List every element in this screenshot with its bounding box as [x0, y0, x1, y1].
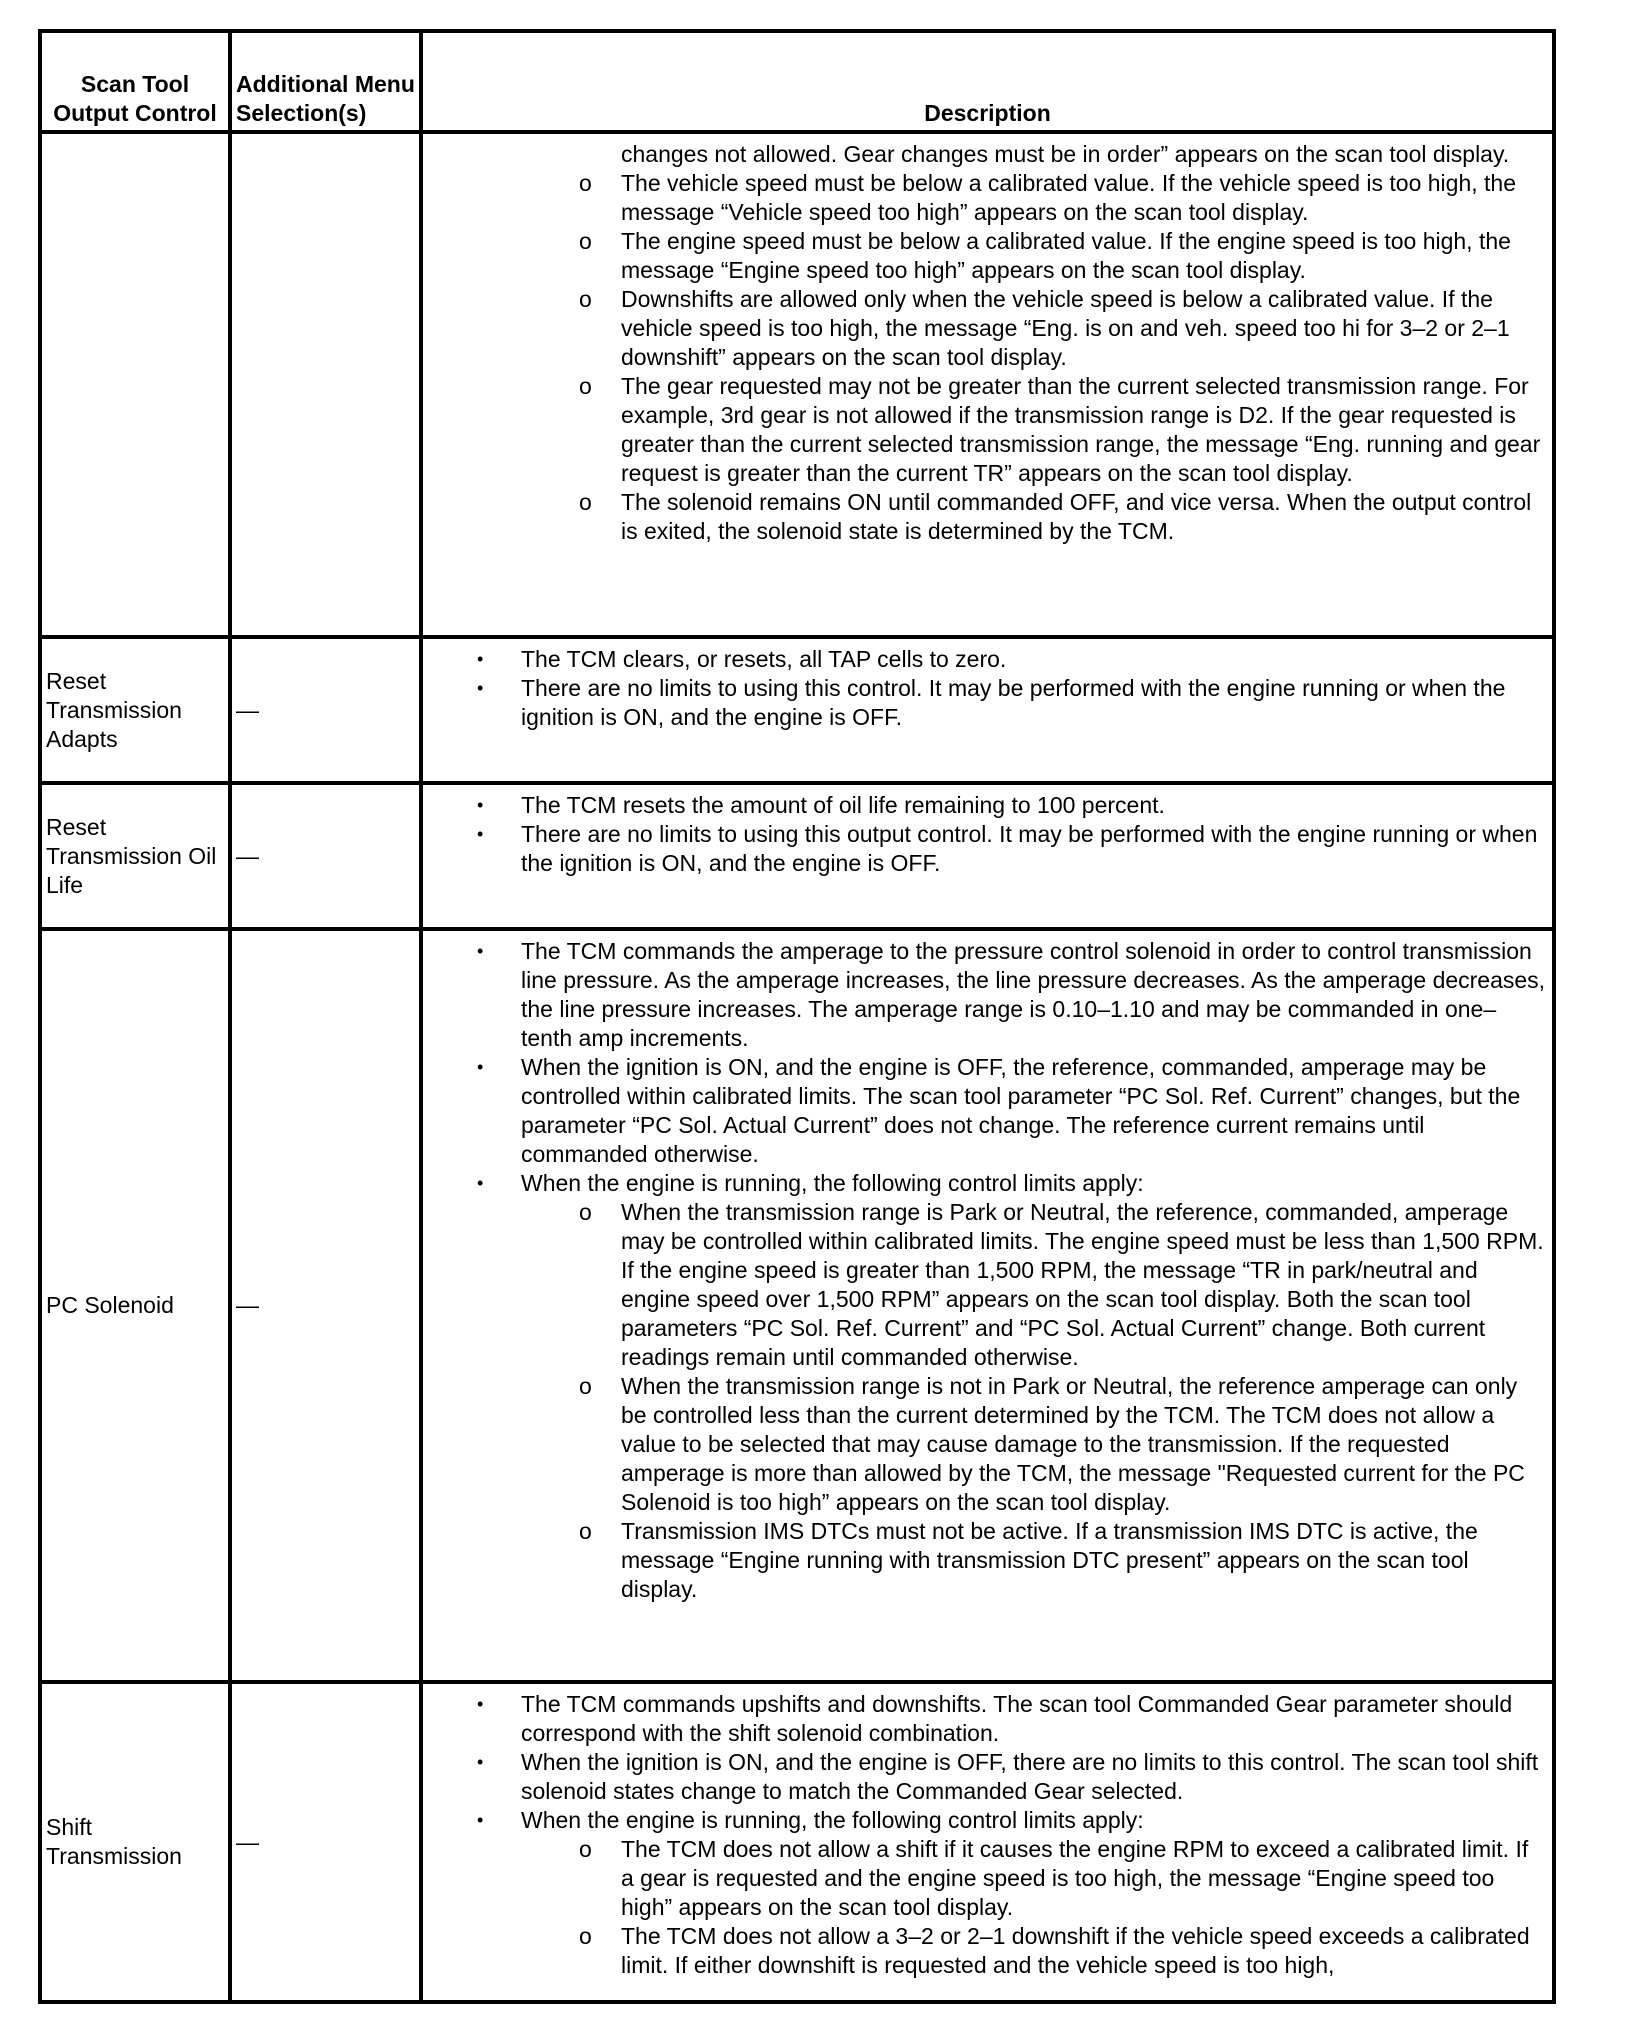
bullet-icon: •	[477, 1810, 484, 1830]
header-row	[40, 31, 1554, 132]
bullet-item	[423, 645, 1546, 674]
sub-bullet-item	[423, 1198, 1546, 1372]
table-row	[40, 132, 1554, 637]
item-text: There are no limits to using this control. It may be performed with the engine running or when the ignition is ON, and the engine is OFF.	[521, 675, 1506, 730]
item-text: Transmission IMS DTCs must not be active. If a transmission IMS DTC is active, the message “Engine running with transmission DTC present” appears on the scan tool display.	[621, 1518, 1478, 1602]
menu-cell: —	[230, 929, 421, 1682]
item-text: The TCM clears, or resets, all TAP cells to zero.	[521, 646, 1007, 672]
sub-bullet-icon: o	[579, 489, 592, 515]
sub-bullet-item	[423, 1517, 1546, 1604]
bullet-icon: •	[477, 1694, 484, 1714]
sub-bullet-item	[423, 169, 1546, 227]
item-text: When the ignition is ON, and the engine is OFF, the reference, commanded, amperage may be controlled within calibrated limits. The scan tool parameter “PC Sol. Ref. Current” changes, but the parameter “PC Sol. Actual Current” does not change. The reference current remains until commanded otherwise.	[521, 1054, 1521, 1167]
bullet-icon: •	[477, 1173, 484, 1193]
control-cell: Reset Transmission Oil Life	[40, 783, 230, 929]
item-text: The vehicle speed must be below a calibrated value. If the vehicle speed is too high, the message “Vehicle speed too high” appears on the scan tool display.	[621, 170, 1516, 225]
description-cell	[421, 132, 1554, 637]
continued-text	[423, 140, 1546, 169]
control-cell	[40, 132, 230, 637]
table-row	[40, 1682, 1554, 2002]
table-row	[40, 783, 1554, 929]
item-text: The TCM does not allow a shift if it causes the engine RPM to exceed a calibrated limit. If a gear is requested and the engine speed is too high, the message “Engine speed too high” appears on the scan tool display.	[621, 1836, 1529, 1920]
item-text: When the engine is running, the following control limits apply:	[521, 1170, 1144, 1196]
sub-bullet-icon: o	[579, 1373, 592, 1399]
sub-bullet-icon: o	[579, 170, 592, 196]
table-row	[40, 929, 1554, 1682]
table-body	[40, 132, 1554, 2002]
output-control-table	[38, 29, 1556, 2004]
item-text: The TCM resets the amount of oil life remaining to 100 percent.	[521, 792, 1165, 818]
item-text: The gear requested may not be greater than the current selected transmission range. For example, 3rd gear is not allowed if the transmission range is D2. If the gear requested is greater than the current selected transmission range, the message “Eng. running and gear request is greater than the current TR” appears on the scan tool display.	[621, 373, 1541, 486]
description-cell	[421, 783, 1554, 929]
bullet-icon: •	[477, 824, 484, 844]
sub-bullet-item	[423, 1372, 1546, 1517]
bullet-item	[423, 1169, 1546, 1198]
bullet-item	[423, 937, 1546, 1053]
item-text: changes not allowed. Gear changes must be in order” appears on the scan tool display.	[621, 141, 1510, 167]
menu-cell: —	[230, 1682, 421, 2002]
sub-bullet-icon: o	[579, 1923, 592, 1949]
sub-bullet-item	[423, 488, 1546, 546]
sub-bullet-icon: o	[579, 286, 592, 312]
table-row	[40, 637, 1554, 783]
description-cell	[421, 929, 1554, 1682]
bullet-icon: •	[477, 941, 484, 961]
bullet-item	[423, 1690, 1546, 1748]
bullet-icon: •	[477, 1752, 484, 1772]
bullet-item	[423, 1053, 1546, 1169]
item-text: The TCM commands upshifts and downshifts. The scan tool Commanded Gear parameter should correspond with the shift solenoid combination.	[521, 1691, 1513, 1746]
bullet-item	[423, 1806, 1546, 1835]
sub-bullet-item	[423, 372, 1546, 488]
control-cell: Shift Transmission	[40, 1682, 230, 2002]
control-cell: PC Solenoid	[40, 929, 230, 1682]
description-cell	[421, 637, 1554, 783]
menu-cell	[230, 132, 421, 637]
bullet-icon: •	[477, 1057, 484, 1077]
item-text: Downshifts are allowed only when the vehicle speed is below a calibrated value. If the vehicle speed is too high, the message “Eng. is on and veh. speed too hi for 3–2 or 2–1 downshift” appears on the scan tool display.	[621, 286, 1510, 370]
item-text: The engine speed must be below a calibrated value. If the engine speed is too high, the message “Engine speed too high” appears on the scan tool display.	[621, 228, 1511, 283]
bullet-icon: •	[477, 678, 484, 698]
description-cell	[421, 1682, 1554, 2002]
item-text: When the ignition is ON, and the engine is OFF, there are no limits to this control. The scan tool shift solenoid states change to match the Commanded Gear selected.	[521, 1749, 1539, 1804]
bullet-item	[423, 820, 1546, 878]
menu-cell: —	[230, 783, 421, 929]
bullet-icon: •	[477, 795, 484, 815]
sub-bullet-item	[423, 1922, 1546, 1980]
sub-bullet-item	[423, 285, 1546, 372]
item-text: The TCM does not allow a 3–2 or 2–1 downshift if the vehicle speed exceeds a calibrated limit. If either downshift is requested and the vehicle speed is too high,	[621, 1923, 1530, 1978]
bullet-item	[423, 791, 1546, 820]
sub-bullet-icon: o	[579, 1518, 592, 1544]
header-additional-menu-selections: Additional Menu Selection(s)	[230, 31, 421, 132]
sub-bullet-item	[423, 1835, 1546, 1922]
item-text: When the transmission range is not in Park or Neutral, the reference amperage can only be controlled less than the current determined by the TCM. The TCM does not allow a value to be selected that may cause damage to the transmission. If the requested amperage is more than allowed by the TCM, the message "Requested current for the PC Solenoid is too high” appears on the scan tool display.	[621, 1373, 1525, 1515]
sub-bullet-icon: o	[579, 373, 592, 399]
header-scan-tool-output-control: Scan Tool Output Control	[40, 31, 230, 132]
sub-bullet-item	[423, 227, 1546, 285]
control-cell: Reset Transmission Adapts	[40, 637, 230, 783]
item-text: There are no limits to using this output control. It may be performed with the engine running or when the ignition is ON, and the engine is OFF.	[521, 821, 1538, 876]
item-text: When the engine is running, the following control limits apply:	[521, 1807, 1144, 1833]
bullet-icon: •	[477, 649, 484, 669]
menu-cell: —	[230, 637, 421, 783]
sub-bullet-icon: o	[579, 1199, 592, 1225]
sub-bullet-icon: o	[579, 1836, 592, 1862]
item-text: The TCM commands the amperage to the pressure control solenoid in order to control transmission line pressure. As the amperage increases, the line pressure decreases. As the amperage decreases, the line pressure increases. The amperage range is 0.10–1.10 and may be commanded in one–tenth amp increments.	[521, 938, 1546, 1051]
bullet-item	[423, 1748, 1546, 1806]
header-description: Description	[421, 31, 1554, 132]
item-text: When the transmission range is Park or Neutral, the reference, commanded, amperage may be controlled within calibrated limits. The engine speed must be less than 1,500 RPM. If the engine speed is greater than 1,500 RPM, the message “TR in park/neutral and engine speed over 1,500 RPM” appears on the scan tool display. Both the scan tool parameters “PC Sol. Ref. Current” and “PC Sol. Actual Current” change. Both current readings remain until commanded otherwise.	[621, 1199, 1544, 1370]
item-text: The solenoid remains ON until commanded OFF, and vice versa. When the output control is exited, the solenoid state is determined by the TCM.	[621, 489, 1532, 544]
bullet-item	[423, 674, 1546, 732]
sub-bullet-icon: o	[579, 228, 592, 254]
